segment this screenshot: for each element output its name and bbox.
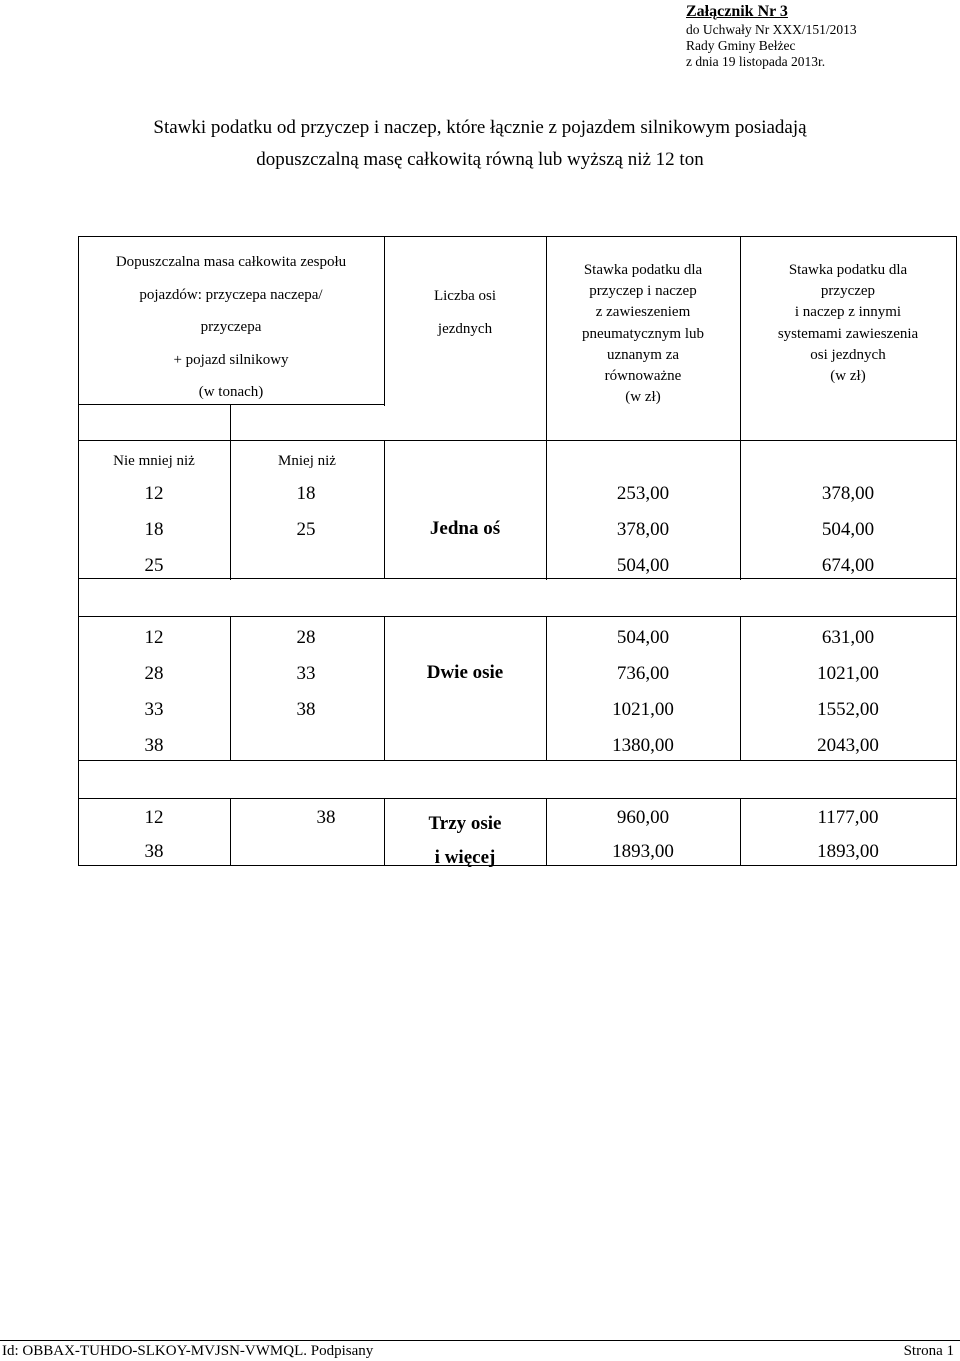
rate-divider xyxy=(740,440,741,578)
header-not-less: Nie mniej niż xyxy=(113,453,195,469)
cell-pneumatic-rate: 504,00 xyxy=(616,555,670,576)
header-pneumatic-rate-line-1: Stawka podatku dla xyxy=(583,262,703,278)
cell-max: 38 xyxy=(296,699,316,720)
cell-other-rate: 378,00 xyxy=(821,483,875,504)
cell-min: 38 xyxy=(144,841,164,862)
header-less: Mniej niż xyxy=(278,453,336,469)
cell-max: 25 xyxy=(296,519,316,540)
cell-min: 12 xyxy=(144,483,164,504)
cell-pneumatic-rate: 736,00 xyxy=(616,663,670,684)
header-pneumatic-rate-line-6: równoważne xyxy=(604,368,682,385)
cell-pneumatic-rate: 378,00 xyxy=(616,519,670,540)
cell-min: 38 xyxy=(144,735,164,756)
header-pneumatic-rate-line-7: (w zł) xyxy=(625,389,661,406)
cell-other-rate: 631,00 xyxy=(821,627,875,648)
min-max-divider xyxy=(230,798,231,866)
header-other-rate-line-2: przyczep xyxy=(820,283,876,300)
header-mass xyxy=(78,246,384,409)
axles-label: Dwie osie xyxy=(426,662,504,683)
document-title-line-2: dopuszczalną masę całkowitą równą lub wyższą niż 12 ton xyxy=(256,149,704,170)
group-separator xyxy=(78,798,957,799)
header-axles-line-1: Liczba osi xyxy=(433,288,497,304)
header-axles xyxy=(384,280,546,346)
header-pneumatic-rate-line-4: pneumatycznym lub xyxy=(581,325,705,342)
cell-other-rate: 2043,00 xyxy=(817,735,879,756)
cell-other-rate: 674,00 xyxy=(821,555,875,576)
document-title xyxy=(0,112,960,176)
cell-pneumatic-rate: 1893,00 xyxy=(612,841,674,862)
header-mass-line-3: przyczepa xyxy=(200,319,262,335)
subheader-bottom xyxy=(78,440,957,441)
header-other-rate xyxy=(740,260,956,387)
header-other-rate-line-4: systemami zawieszenia xyxy=(777,325,919,342)
min-max-divider xyxy=(230,440,231,578)
cell-other-rate: 1552,00 xyxy=(817,699,879,720)
annex-title: Załącznik Nr 3 xyxy=(686,3,788,20)
cell-min: 25 xyxy=(144,555,164,576)
cell-max: 28 xyxy=(296,627,316,648)
axles-label: Jedna oś xyxy=(429,518,501,539)
annex-date: z dnia 19 listopada 2013r. xyxy=(686,54,826,69)
tax-rate-table xyxy=(78,236,957,866)
axles-rate-divider xyxy=(546,440,547,578)
annex-council: Rady Gminy Bełżec xyxy=(686,38,796,53)
group-separator xyxy=(78,578,957,579)
page-number: Strona 1 xyxy=(903,1343,954,1359)
header-pneumatic-rate-line-5: uznanym za xyxy=(606,346,680,363)
cell-max: 18 xyxy=(296,483,316,504)
spacer-row-top xyxy=(78,760,957,761)
table-border-top xyxy=(78,236,957,237)
cell-pneumatic-rate: 960,00 xyxy=(616,807,670,828)
cell-pneumatic-rate: 253,00 xyxy=(616,483,670,504)
cell-other-rate: 1893,00 xyxy=(817,841,879,862)
cell-other-rate: 1177,00 xyxy=(817,807,879,828)
min-max-divider xyxy=(230,616,231,760)
header-pneumatic-rate-line-3: z zawieszeniem xyxy=(595,304,691,321)
cell-min: 33 xyxy=(144,699,164,720)
document-title-line-1: Stawki podatku od przyczep i naczep, które łącznie z pojazdem silnikowym posiadają xyxy=(153,117,807,138)
group-separator xyxy=(78,616,957,617)
header-axles-line-2: jezdnych xyxy=(437,321,493,337)
spacer-row-left xyxy=(78,578,79,618)
header-pneumatic-rate-line-2: przyczep i naczep xyxy=(589,283,697,300)
axles-label xyxy=(384,807,546,875)
cell-pneumatic-rate: 1380,00 xyxy=(612,735,674,756)
header-other-rate-line-6: (w zł) xyxy=(830,368,866,385)
cell-min: 28 xyxy=(144,663,164,684)
header-other-rate-line-3: i naczep z innymi xyxy=(794,304,902,321)
min-axles-divider xyxy=(384,440,385,578)
header-other-rate-line-5: osi jezdnych xyxy=(810,346,886,363)
cell-min: 12 xyxy=(144,627,164,648)
page-footer xyxy=(0,1340,960,1361)
axles-label-line-2: i więcej xyxy=(434,847,496,868)
annex-resolution: do Uchwały Nr XXX/151/2013 xyxy=(686,22,857,37)
axles-label-line-1: Trzy osie xyxy=(428,813,502,834)
min-axles-divider xyxy=(384,616,385,760)
annex-header xyxy=(686,2,857,70)
cell-min: 18 xyxy=(144,519,164,540)
header-mass-line-4: + pojazd silnikowy xyxy=(173,351,289,368)
table-border-right xyxy=(956,236,957,866)
cell-max: 38 xyxy=(316,807,336,828)
cell-pneumatic-rate: 504,00 xyxy=(616,627,670,648)
header-other-rate-line-1: Stawka podatku dla xyxy=(788,262,908,278)
header-mass-line-5: (w tonach) xyxy=(198,384,264,400)
cell-pneumatic-rate: 1021,00 xyxy=(612,699,674,720)
cell-other-rate: 504,00 xyxy=(821,519,875,540)
header-mass-line-1: Dopuszczalna masa całkowita zespołu xyxy=(115,254,347,270)
cell-max: 33 xyxy=(296,663,316,684)
cell-other-rate: 1021,00 xyxy=(817,663,879,684)
header-mass-line-2: pojazdów: przyczepa naczepa/ xyxy=(139,286,323,303)
cell-min: 12 xyxy=(144,807,164,828)
header-pneumatic-rate xyxy=(546,260,740,408)
document-id: Id: OBBAX-TUHDO-SLKOY-MVJSN-VWMQL. Podpisany xyxy=(2,1343,374,1359)
